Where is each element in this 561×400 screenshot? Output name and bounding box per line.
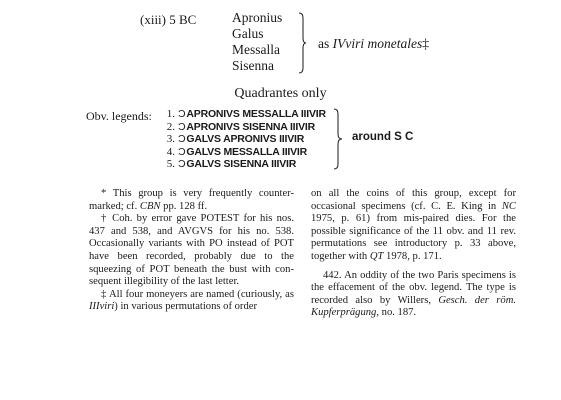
- footnote-paragraph: on all the coins of this group, except for occasional specimens (cf. C. E. King in NC 1975, p. 61) from mis-paired dies. For the possible significance of the 11 obv. and 11 rev. permutations see introductory p. 33 above, together with QT 1978, p. 171.: [311, 188, 516, 262]
- moneyer-name: Apronius: [232, 10, 283, 25]
- moneyer-title: as IVviri monetales‡: [318, 36, 429, 51]
- obverse-label: Obv. legends:: [86, 109, 152, 123]
- entry-paragraph: 442. An oddity of the two Paris specimens is the effacement of the obv. legend. The type is recorded also by Willers, Gesch. der röm. Kupferprägung, no. 187.: [311, 269, 516, 319]
- section-title: Quadrantes only: [234, 86, 327, 101]
- notes-right-column: [311, 188, 516, 320]
- legend-item: 3.Ɔ GALVS APRONIVS IIIVIR: [163, 133, 326, 146]
- reverse-note: around S C: [352, 131, 414, 143]
- right-brace-icon: [333, 108, 342, 170]
- legend-item: 4.Ɔ GALVS MESSALLA IIIVIR: [163, 146, 326, 159]
- group-heading: [140, 12, 196, 28]
- moneyer-name: Messalla: [232, 42, 280, 57]
- footnote-paragraph: * This group is very frequently counter-marked; cf. CBN pp. 128 ff.: [89, 188, 294, 212]
- moneyer-list: [232, 10, 282, 74]
- group-number: (xiii): [140, 12, 166, 27]
- legend-item: 2.Ɔ APRONIVS SISENNA IIIVIR: [163, 121, 326, 134]
- group-year: 5 BC: [169, 12, 197, 27]
- notes-left-column: [89, 188, 294, 314]
- legend-item: 1.Ɔ APRONIVS MESSALLA IIIVIR: [163, 108, 326, 121]
- obverse-legend-list: [163, 108, 326, 171]
- moneyer-name: Sisenna: [232, 58, 274, 73]
- right-brace-icon: [298, 12, 306, 74]
- legend-item: 5.Ɔ GALVS SISENNA IIIVIR: [163, 158, 326, 171]
- moneyer-name: Galus: [232, 26, 264, 41]
- footnote-paragraph: † Coh. by error gave POTEST for his nos. 437 and 538, and AVGVS for his no. 538. Occasionally variants with PO instead of POT have been recorded, probably due to the squeezing of POT beneath the bust with con-sequent illegibility of the last letter.: [89, 213, 294, 288]
- footnote-paragraph: ‡ All four moneyers are named (curiously, as IIIviri) in various permutations of order: [89, 288, 294, 313]
